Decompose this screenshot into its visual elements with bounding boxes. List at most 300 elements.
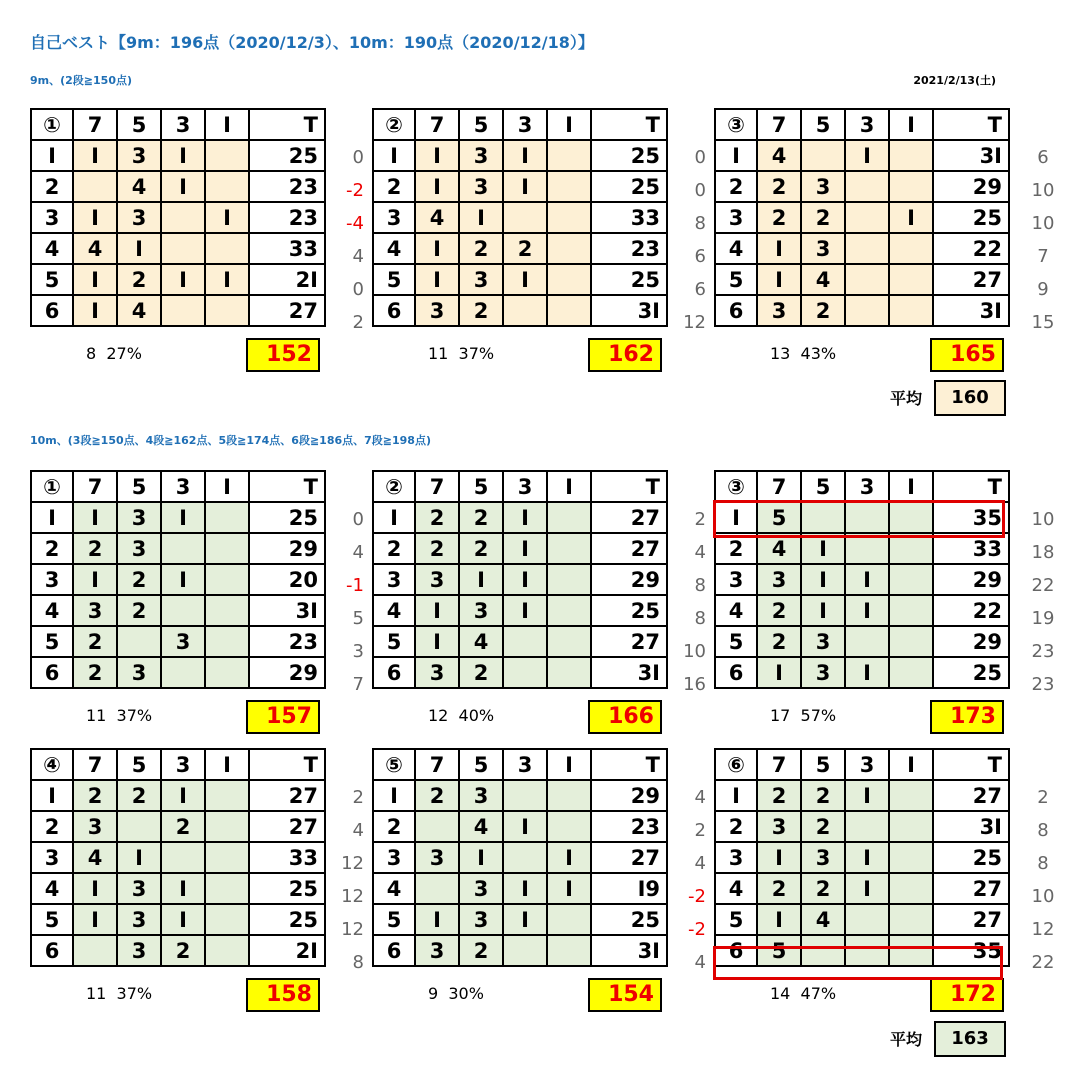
end-total: 29 bbox=[933, 626, 1009, 657]
score-cell bbox=[205, 595, 249, 626]
score-cell: 3 bbox=[415, 564, 459, 595]
side-value: 4 bbox=[694, 542, 706, 563]
side-value: 4 bbox=[694, 952, 706, 973]
score-cell: 3 bbox=[459, 904, 503, 935]
side-value: 0 bbox=[694, 180, 706, 201]
end-number: 5 bbox=[715, 264, 757, 295]
score-cell bbox=[547, 171, 591, 202]
score-cell: 2 bbox=[801, 780, 845, 811]
score-cell: 2 bbox=[801, 202, 845, 233]
score-cell: Ⅰ bbox=[845, 780, 889, 811]
end-total: 33 bbox=[249, 233, 325, 264]
score-cell: Ⅰ bbox=[845, 140, 889, 171]
end-number: 4 bbox=[373, 233, 415, 264]
end-total: 23 bbox=[249, 626, 325, 657]
score-cell bbox=[205, 657, 249, 688]
round-number: ① bbox=[31, 471, 73, 502]
score-cell: 3 bbox=[117, 657, 161, 688]
side-value: 9 bbox=[1037, 279, 1049, 300]
round-number: ④ bbox=[31, 749, 73, 780]
score-cell: 3 bbox=[757, 811, 801, 842]
table-row bbox=[715, 595, 1009, 626]
score-cell bbox=[205, 564, 249, 595]
score-cell: 4 bbox=[459, 626, 503, 657]
table-row bbox=[715, 657, 1009, 688]
score-cell bbox=[503, 657, 547, 688]
side-value: 22 bbox=[1031, 575, 1055, 596]
end-total: 25 bbox=[591, 171, 667, 202]
score-cell bbox=[503, 626, 547, 657]
end-total: 25 bbox=[591, 904, 667, 935]
score-cell: Ⅰ bbox=[161, 502, 205, 533]
table-row bbox=[715, 811, 1009, 842]
score-cell: Ⅰ bbox=[161, 264, 205, 295]
end-total: 25 bbox=[249, 140, 325, 171]
score-cell: 2 bbox=[73, 533, 117, 564]
page-title: 自己ベスト【9m：196点（2020/12/3）、10m：190点（2020/12/18）】 bbox=[30, 33, 594, 52]
hit-percent: 57% bbox=[800, 706, 837, 725]
score-cell bbox=[889, 140, 933, 171]
score-cell bbox=[503, 842, 547, 873]
table-row bbox=[373, 564, 667, 595]
end-number: 4 bbox=[715, 233, 757, 264]
table-row bbox=[31, 935, 325, 966]
column-header: 3 bbox=[161, 471, 205, 502]
end-number: 3 bbox=[31, 564, 73, 595]
end-total: 29 bbox=[591, 780, 667, 811]
side-value: 8 bbox=[694, 575, 706, 596]
total-score: 154 bbox=[588, 978, 662, 1012]
score-cell bbox=[889, 780, 933, 811]
side-value: 4 bbox=[352, 246, 364, 267]
score-cell bbox=[845, 264, 889, 295]
score-cell: Ⅰ bbox=[503, 264, 547, 295]
table-row bbox=[373, 502, 667, 533]
total-score: 166 bbox=[588, 700, 662, 734]
table-row bbox=[715, 202, 1009, 233]
table-row bbox=[373, 904, 667, 935]
side-value: 4 bbox=[694, 853, 706, 874]
score-cell: 2 bbox=[757, 202, 801, 233]
score-cell bbox=[415, 811, 459, 842]
score-cell: Ⅰ bbox=[757, 264, 801, 295]
column-header: 3 bbox=[845, 471, 889, 502]
score-cell: 2 bbox=[757, 171, 801, 202]
score-cell: Ⅰ bbox=[503, 533, 547, 564]
score-cell: Ⅰ bbox=[73, 904, 117, 935]
column-header: T bbox=[249, 471, 325, 502]
side-value: 2 bbox=[352, 787, 364, 808]
score-table bbox=[372, 748, 668, 967]
score-cell bbox=[889, 295, 933, 326]
score-cell bbox=[205, 295, 249, 326]
score-cell bbox=[845, 295, 889, 326]
score-cell: 3 bbox=[415, 842, 459, 873]
end-number: 3 bbox=[373, 842, 415, 873]
side-value: 4 bbox=[694, 787, 706, 808]
end-number: 6 bbox=[373, 657, 415, 688]
side-values bbox=[330, 141, 364, 339]
score-cell: Ⅰ bbox=[415, 171, 459, 202]
score-cell: 4 bbox=[73, 842, 117, 873]
column-header: 5 bbox=[117, 749, 161, 780]
column-header: 7 bbox=[415, 749, 459, 780]
table-row bbox=[373, 935, 667, 966]
score-cell: 3 bbox=[73, 811, 117, 842]
score-cell: Ⅰ bbox=[73, 564, 117, 595]
end-number: 3 bbox=[715, 842, 757, 873]
table-row bbox=[373, 811, 667, 842]
score-cell: Ⅰ bbox=[415, 626, 459, 657]
round-number: ① bbox=[31, 109, 73, 140]
total-score: 172 bbox=[930, 978, 1004, 1012]
end-number: 4 bbox=[373, 595, 415, 626]
total-score: 158 bbox=[246, 978, 320, 1012]
end-number: 5 bbox=[373, 904, 415, 935]
side-value: 2 bbox=[694, 509, 706, 530]
score-cell: 2 bbox=[757, 595, 801, 626]
score-cell: Ⅰ bbox=[503, 904, 547, 935]
score-cell: Ⅰ bbox=[757, 657, 801, 688]
side-value: 10 bbox=[1031, 180, 1055, 201]
hit-percent: 47% bbox=[800, 984, 837, 1003]
table-row bbox=[31, 904, 325, 935]
score-cell: Ⅰ bbox=[459, 564, 503, 595]
section-9m-subtitle: 9m、(2段≧150点) bbox=[30, 74, 133, 87]
score-cell: 2 bbox=[459, 935, 503, 966]
table-row bbox=[373, 873, 667, 904]
score-cell: 2 bbox=[801, 295, 845, 326]
score-cell: Ⅰ bbox=[845, 595, 889, 626]
table-row bbox=[373, 842, 667, 873]
end-total: 25 bbox=[591, 595, 667, 626]
score-cell: Ⅰ bbox=[801, 564, 845, 595]
end-number: Ⅰ bbox=[373, 502, 415, 533]
hit-count: 11 bbox=[86, 984, 107, 1003]
round-number: ③ bbox=[715, 471, 757, 502]
table-row bbox=[31, 626, 325, 657]
end-number: 6 bbox=[373, 935, 415, 966]
end-number: 6 bbox=[31, 935, 73, 966]
table-row bbox=[715, 842, 1009, 873]
section-10m-subtitle: 10m、(3段≧150点、4段≧162点、5段≧174点、6段≧186点、7段≧198点) bbox=[30, 434, 431, 447]
round-number: ⑤ bbox=[373, 749, 415, 780]
end-total: 3Ⅰ bbox=[591, 657, 667, 688]
end-total: 27 bbox=[933, 873, 1009, 904]
score-cell bbox=[547, 295, 591, 326]
table-row bbox=[373, 533, 667, 564]
score-cell: 3 bbox=[459, 595, 503, 626]
table-row bbox=[373, 295, 667, 326]
score-cell bbox=[547, 780, 591, 811]
column-header: 5 bbox=[459, 471, 503, 502]
table-row bbox=[373, 626, 667, 657]
score-cell: 3 bbox=[757, 295, 801, 326]
side-value: 23 bbox=[1031, 641, 1055, 662]
total-score: 162 bbox=[588, 338, 662, 372]
score-cell bbox=[205, 935, 249, 966]
score-cell: 2 bbox=[117, 780, 161, 811]
score-cell bbox=[547, 502, 591, 533]
score-cell bbox=[889, 595, 933, 626]
end-number: 2 bbox=[373, 533, 415, 564]
column-header: 5 bbox=[801, 109, 845, 140]
side-value: 0 bbox=[694, 147, 706, 168]
end-number: 4 bbox=[373, 873, 415, 904]
score-table bbox=[30, 470, 326, 689]
score-cell: 2 bbox=[415, 533, 459, 564]
score-cell bbox=[889, 873, 933, 904]
table-row bbox=[715, 904, 1009, 935]
score-cell: 2 bbox=[459, 533, 503, 564]
score-table bbox=[372, 108, 668, 327]
side-values bbox=[1026, 781, 1060, 979]
highlight-box-best-row bbox=[713, 946, 1003, 980]
score-cell bbox=[547, 811, 591, 842]
column-header: T bbox=[933, 109, 1009, 140]
end-total: 3Ⅰ bbox=[933, 295, 1009, 326]
side-value: 10 bbox=[1031, 509, 1055, 530]
table-row bbox=[31, 202, 325, 233]
score-cell bbox=[889, 171, 933, 202]
score-cell bbox=[73, 935, 117, 966]
score-cell: 4 bbox=[757, 533, 801, 564]
column-header: 3 bbox=[845, 749, 889, 780]
table-row bbox=[31, 140, 325, 171]
score-cell: 2 bbox=[801, 811, 845, 842]
end-total: 23 bbox=[591, 233, 667, 264]
score-cell: Ⅰ bbox=[415, 233, 459, 264]
score-cell: Ⅰ bbox=[503, 564, 547, 595]
side-value: 6 bbox=[694, 279, 706, 300]
end-total: 3Ⅰ bbox=[249, 595, 325, 626]
score-cell: Ⅰ bbox=[73, 502, 117, 533]
score-cell bbox=[889, 626, 933, 657]
score-cell bbox=[845, 233, 889, 264]
column-header: 3 bbox=[503, 749, 547, 780]
score-cell bbox=[205, 533, 249, 564]
end-total: 20 bbox=[249, 564, 325, 595]
score-cell bbox=[547, 657, 591, 688]
table-row bbox=[373, 171, 667, 202]
score-cell: 3 bbox=[801, 626, 845, 657]
score-cell: 2 bbox=[503, 233, 547, 264]
score-cell bbox=[845, 904, 889, 935]
column-header: 5 bbox=[459, 109, 503, 140]
score-cell: Ⅰ bbox=[845, 657, 889, 688]
score-cell: Ⅰ bbox=[415, 904, 459, 935]
hit-count: 11 bbox=[428, 344, 449, 363]
column-header: Ⅰ bbox=[889, 109, 933, 140]
end-number: 5 bbox=[31, 904, 73, 935]
side-value: 12 bbox=[341, 886, 364, 907]
side-value: 12 bbox=[341, 919, 364, 940]
table-row bbox=[373, 595, 667, 626]
end-number: Ⅰ bbox=[373, 140, 415, 171]
table-row bbox=[715, 626, 1009, 657]
score-cell: 4 bbox=[117, 295, 161, 326]
score-cell: 2 bbox=[73, 626, 117, 657]
score-cell: 3 bbox=[757, 564, 801, 595]
hit-count: 14 bbox=[770, 984, 791, 1003]
side-value: -1 bbox=[346, 575, 364, 596]
score-cell bbox=[161, 202, 205, 233]
hit-stats bbox=[770, 706, 836, 725]
column-header: 3 bbox=[503, 109, 547, 140]
end-total: 25 bbox=[591, 264, 667, 295]
score-cell bbox=[205, 502, 249, 533]
score-cell bbox=[801, 140, 845, 171]
date-label: 2021/2/13(土) bbox=[913, 74, 996, 87]
round-number: ② bbox=[373, 109, 415, 140]
side-values bbox=[330, 781, 364, 979]
score-cell bbox=[205, 140, 249, 171]
column-header: T bbox=[249, 749, 325, 780]
side-values bbox=[1026, 141, 1060, 339]
score-cell: 3 bbox=[459, 873, 503, 904]
score-table bbox=[30, 748, 326, 967]
score-cell: 2 bbox=[757, 626, 801, 657]
score-cell bbox=[205, 626, 249, 657]
score-cell bbox=[503, 202, 547, 233]
score-cell: 2 bbox=[757, 780, 801, 811]
score-cell: Ⅰ bbox=[757, 842, 801, 873]
score-cell: 3 bbox=[459, 140, 503, 171]
side-value: 18 bbox=[1031, 542, 1055, 563]
score-cell: Ⅰ bbox=[161, 140, 205, 171]
table-row bbox=[31, 595, 325, 626]
score-cell: 2 bbox=[459, 657, 503, 688]
score-cell bbox=[205, 233, 249, 264]
end-total: 25 bbox=[249, 904, 325, 935]
table-row bbox=[715, 780, 1009, 811]
column-header: Ⅰ bbox=[547, 749, 591, 780]
end-total: 29 bbox=[933, 171, 1009, 202]
side-value: -4 bbox=[346, 213, 364, 234]
side-value: 6 bbox=[1037, 147, 1049, 168]
end-total: 27 bbox=[249, 295, 325, 326]
round-number: ③ bbox=[715, 109, 757, 140]
score-cell: 4 bbox=[801, 904, 845, 935]
score-cell bbox=[889, 233, 933, 264]
end-total: 27 bbox=[591, 842, 667, 873]
score-cell bbox=[889, 904, 933, 935]
score-cell: 3 bbox=[415, 935, 459, 966]
side-value: 8 bbox=[1037, 853, 1049, 874]
end-number: 2 bbox=[31, 533, 73, 564]
score-cell: Ⅰ bbox=[547, 842, 591, 873]
hit-count: 17 bbox=[770, 706, 791, 725]
score-cell: 3 bbox=[801, 171, 845, 202]
score-cell bbox=[889, 564, 933, 595]
column-header: 5 bbox=[117, 471, 161, 502]
hit-percent: 37% bbox=[116, 706, 153, 725]
score-cell: Ⅰ bbox=[161, 873, 205, 904]
end-number: Ⅰ bbox=[31, 502, 73, 533]
end-number: 5 bbox=[715, 904, 757, 935]
hit-count: 12 bbox=[428, 706, 449, 725]
side-value: 0 bbox=[352, 147, 364, 168]
table-row bbox=[373, 202, 667, 233]
table-row bbox=[31, 842, 325, 873]
side-value: 10 bbox=[1031, 213, 1055, 234]
score-cell: 3 bbox=[161, 626, 205, 657]
side-value: 15 bbox=[1031, 312, 1055, 333]
score-cell bbox=[117, 626, 161, 657]
end-number: Ⅰ bbox=[31, 140, 73, 171]
column-header: 3 bbox=[161, 109, 205, 140]
end-total: 29 bbox=[249, 657, 325, 688]
end-number: 3 bbox=[373, 564, 415, 595]
score-cell bbox=[547, 935, 591, 966]
end-number: 5 bbox=[373, 264, 415, 295]
score-cell: 3 bbox=[117, 935, 161, 966]
end-number: 2 bbox=[31, 171, 73, 202]
column-header: 7 bbox=[757, 471, 801, 502]
end-number: 4 bbox=[715, 873, 757, 904]
side-value: 10 bbox=[683, 641, 706, 662]
side-value: 10 bbox=[1031, 886, 1055, 907]
column-header: 3 bbox=[845, 109, 889, 140]
side-value: -2 bbox=[688, 919, 706, 940]
score-cell: Ⅰ bbox=[801, 595, 845, 626]
side-value: 4 bbox=[352, 542, 364, 563]
total-score: 152 bbox=[246, 338, 320, 372]
score-cell: Ⅰ bbox=[161, 171, 205, 202]
score-cell bbox=[547, 202, 591, 233]
column-header: T bbox=[249, 109, 325, 140]
table-row bbox=[31, 873, 325, 904]
end-total: 35 bbox=[933, 935, 1009, 966]
score-cell: Ⅰ bbox=[205, 264, 249, 295]
score-cell: 3 bbox=[117, 502, 161, 533]
end-total: 27 bbox=[591, 533, 667, 564]
score-cell: 2 bbox=[459, 502, 503, 533]
end-total: 22 bbox=[933, 233, 1009, 264]
score-cell bbox=[415, 873, 459, 904]
side-values bbox=[672, 503, 706, 701]
average-label-9m: 平均 bbox=[890, 389, 923, 408]
end-total: 33 bbox=[933, 533, 1009, 564]
side-value: 8 bbox=[1037, 820, 1049, 841]
column-header: T bbox=[591, 749, 667, 780]
table-row bbox=[31, 780, 325, 811]
average-value-9m: 160 bbox=[934, 380, 1006, 416]
score-cell: Ⅰ bbox=[503, 140, 547, 171]
score-cell: Ⅰ bbox=[757, 904, 801, 935]
score-table bbox=[372, 470, 668, 689]
score-cell: Ⅰ bbox=[415, 595, 459, 626]
side-values bbox=[330, 503, 364, 701]
end-number: 4 bbox=[31, 233, 73, 264]
end-total: 3Ⅰ bbox=[933, 811, 1009, 842]
side-value: 12 bbox=[683, 312, 706, 333]
hit-count: 8 bbox=[86, 344, 97, 363]
column-header: 7 bbox=[415, 471, 459, 502]
end-number: 5 bbox=[31, 264, 73, 295]
end-number: Ⅰ bbox=[715, 140, 757, 171]
highlight-box-best-row bbox=[713, 500, 1005, 538]
hit-count: 9 bbox=[428, 984, 439, 1003]
end-number: 4 bbox=[715, 595, 757, 626]
hit-stats bbox=[770, 984, 836, 1003]
hit-percent: 43% bbox=[800, 344, 837, 363]
score-cell: 3 bbox=[117, 873, 161, 904]
score-table bbox=[714, 748, 1010, 967]
score-cell: Ⅰ bbox=[117, 842, 161, 873]
column-header: Ⅰ bbox=[547, 109, 591, 140]
end-total: 23 bbox=[591, 811, 667, 842]
